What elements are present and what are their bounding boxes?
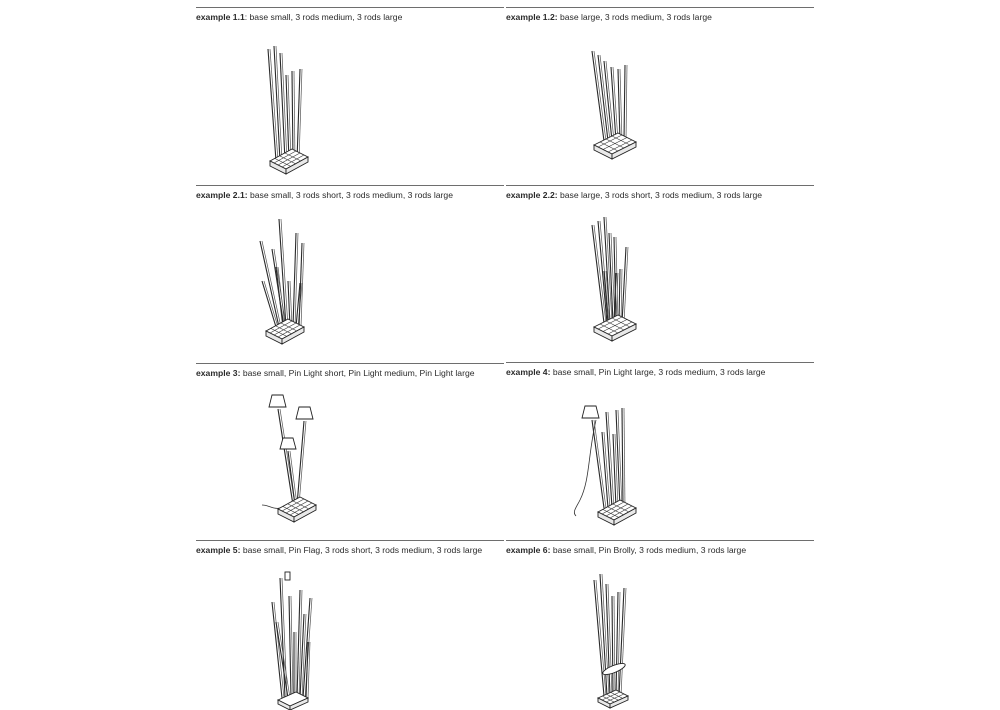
example-description: base small, 3 rods short, 3 rods medium, 3 rods large — [247, 190, 453, 200]
rod-stand-illustration — [196, 562, 504, 710]
pin-light-illustration — [506, 384, 814, 532]
example-title: example 2.2: — [506, 190, 558, 200]
lamp-shade-large — [582, 406, 599, 418]
lamp-shade-large — [269, 395, 286, 407]
example-illustration — [506, 562, 814, 710]
example-1-2 — [506, 7, 814, 177]
example-2-1 — [196, 185, 504, 355]
example-title: example 5: — [196, 545, 241, 555]
example-caption — [506, 367, 814, 378]
example-3 — [196, 363, 504, 533]
example-illustration — [506, 384, 814, 532]
example-illustration — [196, 385, 504, 533]
lamp-shade-short — [280, 438, 296, 449]
example-illustration — [506, 207, 814, 355]
rods — [272, 572, 312, 698]
example-caption — [196, 545, 504, 556]
rods — [592, 217, 628, 323]
example-2-2 — [506, 185, 814, 355]
lamp-shade-medium — [296, 407, 313, 419]
example-caption — [196, 190, 504, 201]
example-title: example 1.1 — [196, 12, 245, 22]
separator-rule — [196, 363, 504, 364]
rod-stand-illustration — [506, 29, 814, 177]
rod-stand-illustration — [506, 207, 814, 355]
example-caption — [506, 190, 814, 201]
base — [278, 497, 316, 522]
pin-flag — [285, 572, 290, 580]
example-description: base small, Pin Brolly, 3 rods medium, 3 rods large — [550, 545, 747, 555]
pin-lights — [262, 395, 313, 508]
separator-rule — [506, 185, 814, 186]
example-description: base small, Pin Flag, 3 rods short, 3 rods medium, 3 rods large — [240, 545, 483, 555]
rods — [594, 574, 626, 696]
example-illustration — [196, 562, 504, 710]
example-title: example 2.1: — [196, 190, 248, 200]
separator-rule — [196, 7, 504, 8]
rod-stand-illustration — [506, 562, 814, 710]
rods — [592, 51, 627, 141]
example-6 — [506, 540, 814, 710]
example-5 — [196, 540, 504, 710]
example-title: example 1.2: — [506, 12, 558, 22]
example-title: example 3: — [196, 368, 241, 378]
rod-stand-illustration — [196, 29, 504, 177]
separator-rule — [196, 540, 504, 541]
rod-stand-illustration — [196, 207, 504, 355]
separator-rule — [506, 540, 814, 541]
example-title: example 6: — [506, 545, 551, 555]
base — [594, 315, 636, 341]
separator-rule — [506, 7, 814, 8]
example-1-1 — [196, 7, 504, 177]
rods — [260, 219, 304, 327]
rods — [268, 46, 302, 161]
power-cord — [574, 420, 596, 516]
separator-rule — [506, 362, 814, 363]
example-description: base small, Pin Light large, 3 rods medium, 3 rods large — [550, 367, 766, 377]
example-description: : base small, 3 rods medium, 3 rods large — [244, 12, 403, 22]
example-illustration — [196, 29, 504, 177]
example-illustration — [506, 29, 814, 177]
example-illustration — [196, 207, 504, 355]
base — [594, 133, 636, 159]
rods — [574, 406, 625, 516]
example-caption — [196, 12, 504, 23]
example-description: base small, Pin Light short, Pin Light medium, Pin Light large — [240, 368, 475, 378]
example-caption — [196, 368, 504, 379]
separator-rule — [196, 185, 504, 186]
base — [598, 690, 628, 708]
example-caption — [506, 12, 814, 23]
example-description: base large, 3 rods short, 3 rods medium, 3 rods large — [557, 190, 763, 200]
example-caption — [506, 545, 814, 556]
pin-light-illustration — [196, 385, 504, 533]
example-description: base large, 3 rods medium, 3 rods large — [557, 12, 712, 22]
example-title: example 4: — [506, 367, 551, 377]
example-4 — [506, 362, 814, 532]
